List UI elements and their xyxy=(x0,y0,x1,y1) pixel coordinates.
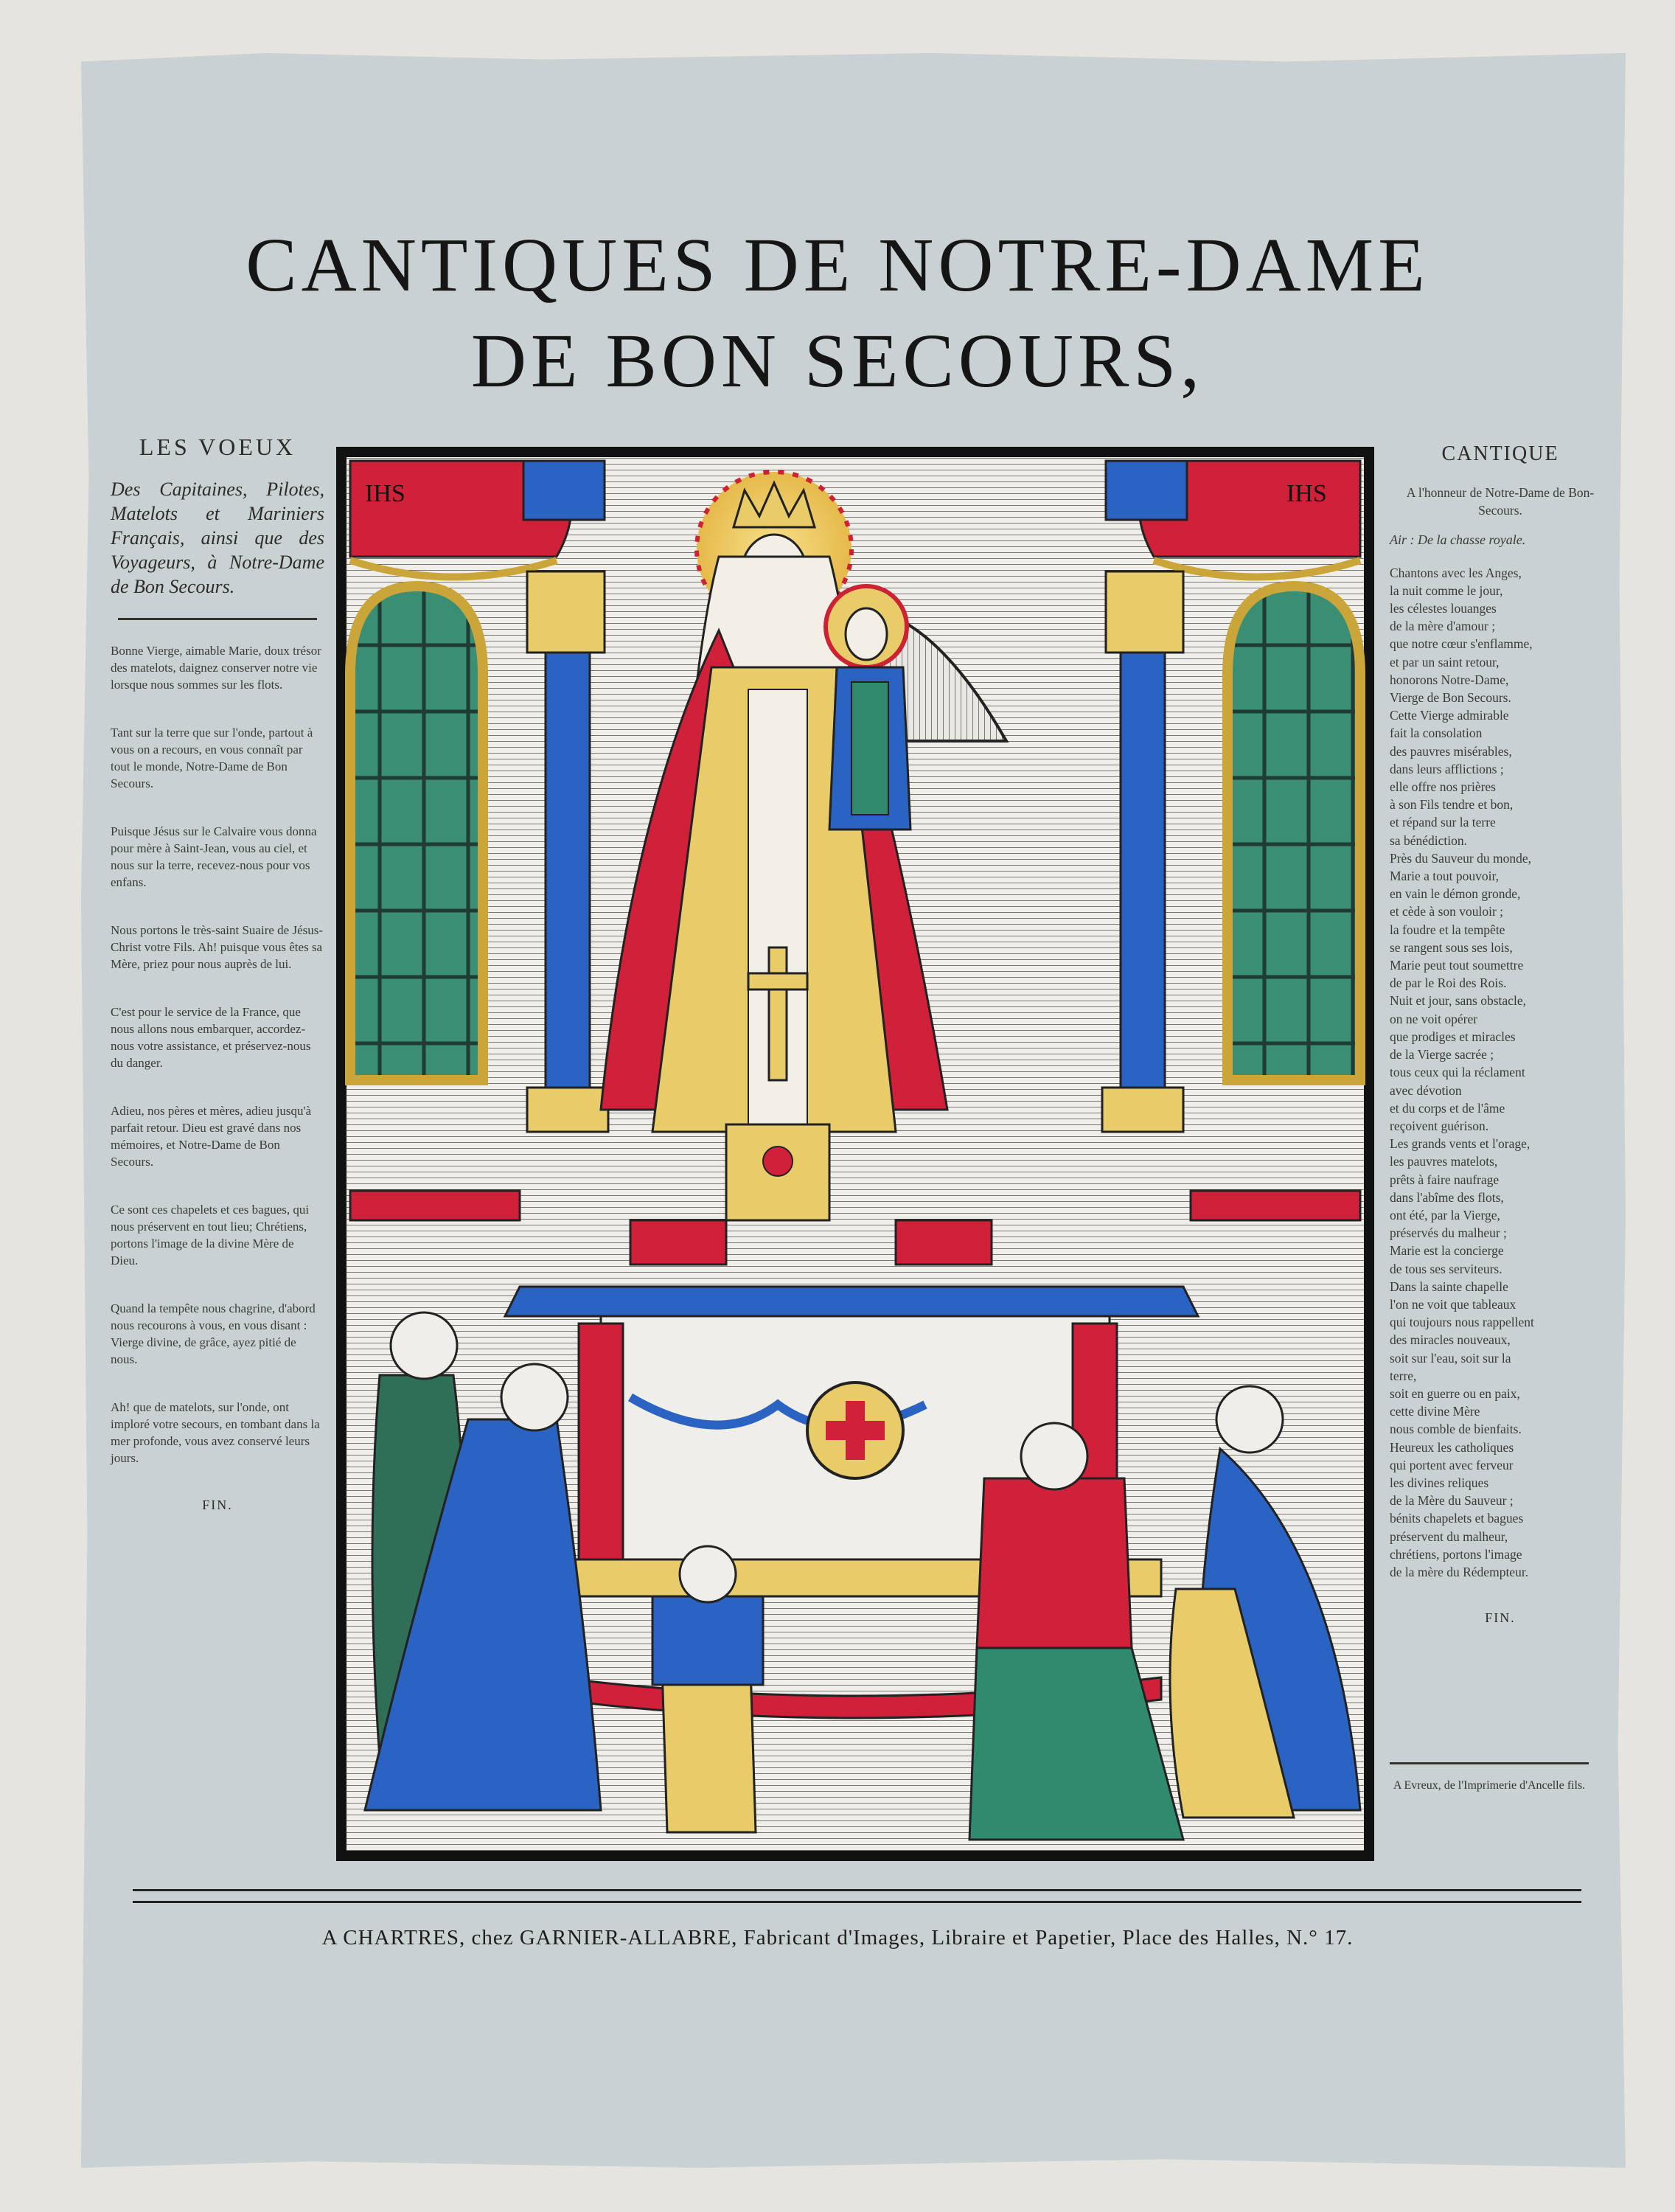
right-line: que notre cœur s'enflamme, xyxy=(1390,636,1533,652)
right-line: chrétiens, portons l'image xyxy=(1390,1546,1522,1562)
right-line: prêts à faire naufrage xyxy=(1390,1172,1500,1187)
right-line: tous ceux qui la réclament xyxy=(1390,1065,1525,1080)
right-line: Heureux les catholiques xyxy=(1390,1439,1514,1455)
left-stanza: Bonne Vierge, aimable Marie, doux trésor des matelots, daignez conserver notre vie lorsque nous sommes sur les flots. xyxy=(111,644,321,692)
left-stanza: Ah! que de matelots, sur l'onde, ont imploré votre secours, en tombant dans la mer profonde, vous avez conservé leurs jours. xyxy=(111,1400,320,1465)
right-line: Les grands vents et l'orage, xyxy=(1390,1136,1531,1152)
left-column xyxy=(111,434,324,1513)
tabernacle-sun xyxy=(763,1147,793,1176)
right-line: à son Fils tendre et bon, xyxy=(1390,797,1514,813)
right-line: et par un saint retour, xyxy=(1390,654,1500,669)
right-line: dans leurs afflictions ; xyxy=(1390,761,1504,776)
left-divider xyxy=(118,618,317,620)
right-line: Vierge de Bon Secours. xyxy=(1390,690,1511,706)
left-heading: LES VOEUX xyxy=(139,434,296,460)
right-line: se rangent sous ses lois, xyxy=(1390,939,1513,955)
window-left xyxy=(350,586,483,1080)
right-line: soit en guerre ou en paix, xyxy=(1390,1385,1520,1401)
right-line: bénits chapelets et bagues xyxy=(1390,1511,1524,1526)
right-line: de par le Roi des Rois. xyxy=(1390,975,1507,991)
column-left-capital-top xyxy=(523,461,605,520)
column-left-capital xyxy=(527,571,605,653)
ihs-right: IHS xyxy=(1286,480,1327,507)
footer-rule-bottom xyxy=(133,1901,1581,1903)
altar-shelf-red-right xyxy=(896,1220,992,1265)
right-line: cette divine Mère xyxy=(1390,1404,1480,1419)
right-line: l'on ne voit que tableaux xyxy=(1390,1296,1516,1312)
right-line: terre, xyxy=(1390,1368,1417,1383)
altar-shelf-red-left xyxy=(630,1220,726,1265)
figure-child-head xyxy=(680,1546,736,1602)
right-line: de la Vierge sacrée ; xyxy=(1390,1047,1494,1062)
figure-kneeler-red xyxy=(977,1478,1132,1648)
altar-cross-h xyxy=(826,1421,885,1440)
left-stanza: C'est pour le service de la France, que nous allons nous embarquer, accordez-nous votre assistance, et préservez-nous du danger. xyxy=(111,1005,311,1070)
right-line: de la Mère du Sauveur ; xyxy=(1390,1493,1514,1509)
left-stanza: Ce sont ces chapelets et ces bagues, qui nous préservent en tout lieu; Chrétiens, portons l'image de la divine Mère de Dieu. xyxy=(111,1203,310,1267)
right-line: dans l'abîme des flots, xyxy=(1390,1189,1504,1205)
right-line: que prodiges et miracles xyxy=(1390,1029,1516,1044)
right-line: ont été, par la Vierge, xyxy=(1390,1207,1500,1222)
right-line: qui toujours nous rappellent xyxy=(1390,1315,1534,1330)
right-line: de la mère d'amour ; xyxy=(1390,619,1496,634)
figure-woman-left-head xyxy=(501,1364,568,1430)
right-line: Chantons avec les Anges, xyxy=(1390,565,1522,580)
column-right-base xyxy=(1102,1088,1183,1132)
right-line: Dans la sainte chapelle xyxy=(1390,1279,1508,1294)
engraving-illustration xyxy=(335,446,1375,1862)
left-stanza: Adieu, nos pères et mères, adieu jusqu'à parfait retour. Dieu est gravé dans nos mémoires, et Notre-Dame de Bon Secours. xyxy=(111,1104,312,1169)
right-line: sa bénédiction. xyxy=(1390,832,1467,848)
right-line: avec dévotion xyxy=(1390,1082,1462,1098)
column-right-shaft xyxy=(1121,653,1165,1088)
altar-step-red-right xyxy=(1191,1191,1360,1220)
left-stanza: Puisque Jésus sur le Calvaire vous donna pour mère à Saint-Jean, vous au ciel, et nous sur la terre, recevez-nous pour vos enfans. xyxy=(111,824,317,889)
right-line: préservés du malheur ; xyxy=(1390,1225,1507,1241)
altar-leg-left xyxy=(579,1324,623,1582)
right-heading: CANTIQUE xyxy=(1441,442,1559,465)
left-intro: Des Capitaines, Pilotes, Matelots et Mariniers Français, ainsi que des Voyageurs, à Notre-Dame de Bon Secours. xyxy=(111,479,324,597)
altar-step-red-left xyxy=(350,1191,520,1220)
right-line: des pauvres misérables, xyxy=(1390,743,1512,759)
right-line: la nuit comme le jour, xyxy=(1390,582,1503,598)
right-lines xyxy=(1390,564,1611,1582)
right-line: la foudre et la tempête xyxy=(1390,922,1505,937)
right-line: qui portent avec ferveur xyxy=(1390,1457,1514,1472)
column-right-capital xyxy=(1106,571,1183,653)
imprint-note: A Evreux, de l'Imprimerie d'Ancelle fils. xyxy=(1390,1762,1589,1794)
left-stanza: Nous portons le très-saint Suaire de Jésus-Christ votre Fils. Ah! puisque vous êtes sa Mère, priez pour nous auprès de lui. xyxy=(111,923,324,971)
right-line: Marie peut tout soumettre xyxy=(1390,958,1524,973)
right-line: des miracles nouveaux, xyxy=(1390,1332,1511,1348)
left-fin: FIN. xyxy=(202,1498,233,1512)
right-line: soit sur l'eau, soit sur la xyxy=(1390,1350,1511,1366)
column-left-shaft xyxy=(546,653,590,1088)
right-line: Marie a tout pouvoir, xyxy=(1390,869,1500,884)
left-stanzas xyxy=(111,642,324,1467)
page-title-line-1: CANTIQUES DE NOTRE-DAME xyxy=(245,223,1430,307)
child-robe-inner xyxy=(852,682,888,815)
right-line: les divines reliques xyxy=(1390,1475,1489,1490)
figure-kneeler-head xyxy=(1021,1423,1087,1489)
right-line: honorons Notre-Dame, xyxy=(1390,672,1509,687)
right-line: Près du Sauveur du monde, xyxy=(1390,850,1531,866)
right-line: les célestes louanges xyxy=(1390,601,1497,616)
page-title-line-2: DE BON SECOURS, xyxy=(470,319,1205,403)
left-stanza: Tant sur la terre que sur l'onde, partout à vous on a recours, en vous connaît par tout le monde, Notre-Dame de Bon Secours. xyxy=(111,726,313,790)
right-line: elle offre nos prières xyxy=(1390,779,1496,795)
figure-man-head xyxy=(391,1312,457,1379)
cross-horizontal xyxy=(748,973,807,990)
right-line: reçoivent guérison. xyxy=(1390,1118,1489,1133)
figure-child-coat xyxy=(652,1596,763,1685)
right-line: de la mère du Rédempteur. xyxy=(1390,1564,1529,1579)
right-line: Marie est la concierge xyxy=(1390,1243,1504,1259)
right-column xyxy=(1390,442,1611,1626)
right-line: Cette Vierge admirable xyxy=(1390,708,1509,723)
child-face xyxy=(846,608,887,660)
ihs-left: IHS xyxy=(365,480,405,507)
right-air: Air : De la chasse royale. xyxy=(1390,532,1526,548)
right-line: et cède à son vouloir ; xyxy=(1390,904,1504,919)
right-line: on ne voit opérer xyxy=(1390,1011,1478,1026)
right-line: préservent du malheur, xyxy=(1390,1528,1508,1544)
right-fin: FIN. xyxy=(1485,1610,1516,1626)
right-line: en vain le démon gronde, xyxy=(1390,886,1521,902)
left-stanza: Quand la tempête nous chagrine, d'abord nous recourons à vous, en vous disant : Vierge divine, de grâce, ayez pitié de nous. xyxy=(111,1301,316,1366)
right-line: et répand sur la terre xyxy=(1390,815,1496,830)
column-left-base xyxy=(527,1088,608,1132)
column-right-capital-top xyxy=(1106,461,1187,520)
altar-table-top xyxy=(505,1287,1198,1316)
right-line: et du corps et de l'âme xyxy=(1390,1100,1505,1116)
right-line: de tous ses serviteurs. xyxy=(1390,1261,1502,1276)
cross-vertical xyxy=(769,947,787,1080)
footer-rule-top xyxy=(133,1889,1581,1891)
right-line: Nuit et jour, sans obstacle, xyxy=(1390,993,1526,1009)
right-line: les pauvres matelots, xyxy=(1390,1154,1498,1169)
right-subtitle: A l'honneur de Notre-Dame de Bon-Secours. xyxy=(1406,485,1595,518)
figure-woman-right-head xyxy=(1216,1386,1283,1453)
window-right xyxy=(1227,586,1360,1080)
publisher-footer: A CHARTRES, chez GARNIER-ALLABRE, Fabricant d'Images, Libraire et Papetier, Place des Halles, N.° 17. xyxy=(321,1926,1354,1950)
right-line: fait la consolation xyxy=(1390,726,1483,741)
right-line: nous comble de bienfaits. xyxy=(1390,1422,1522,1437)
